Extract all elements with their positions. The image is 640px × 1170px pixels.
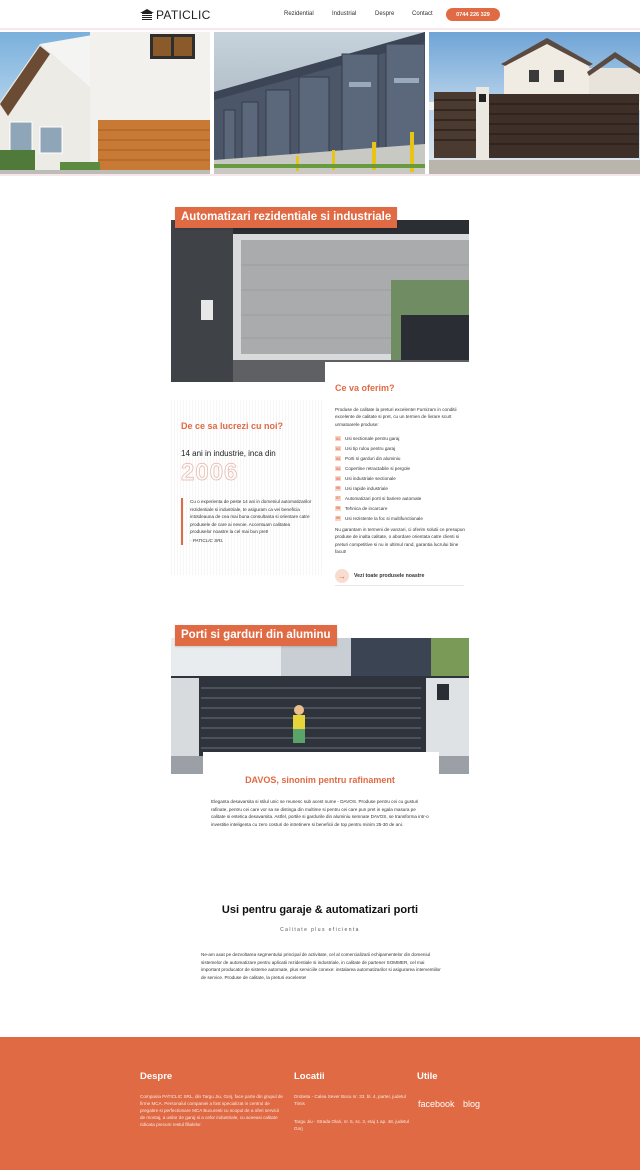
hero-photo-industrial-doors <box>214 32 425 174</box>
footer-location-targu-jiu: Targu Jiu - Strada Olari, nr. 5, sc. 3, etaj 1 ap. 48, judetul Gorj <box>294 1119 409 1131</box>
list-item: 04 Copertine retractabile si pergole <box>336 466 411 472</box>
founded-year: 2006 <box>181 459 239 486</box>
list-item: 03 Porti si garduri din aluminiu <box>336 456 401 462</box>
industrial-building-illustration <box>214 32 425 174</box>
footer-locations-title: Locatii <box>294 1071 325 1082</box>
facebook-link[interactable]: facebook <box>418 1099 455 1109</box>
offer-title: Ce va oferim? <box>335 383 395 393</box>
nav-despre[interactable]: Despre <box>375 11 395 17</box>
why-us-title: De ce sa lucrezi cu noi? <box>181 421 284 431</box>
list-item: 09 Usi rezistente la foc si multifunctionale <box>336 515 423 521</box>
footer-useful-title: Utile <box>417 1071 438 1082</box>
offer-header-box <box>325 362 469 402</box>
garage-door-photo <box>171 220 469 382</box>
quote-signature: - PATICLIC SRL <box>190 537 224 543</box>
footer-about-title: Despre <box>140 1071 173 1082</box>
usi-section-subtitle: Calitate plus eficienta <box>280 927 360 933</box>
blog-link[interactable]: blog <box>463 1099 481 1109</box>
offer-outro: Nu garantam in termeni de vanzari, ci oferim solutii ce presupun produse de inalta calitate, o abordare orientata catre clienti si preturi competitive si nu in ultimul rand, garantia lucrului bine facut! <box>335 527 465 555</box>
footer-location-drobeta: Drobeta - Calea Sever Bocu nr. 33, bl. 4, parter, judetul Timis <box>294 1094 406 1106</box>
hero-bottom-border <box>0 174 640 176</box>
list-item: 05 Usi industriale sectionale <box>336 476 396 481</box>
site-header <box>0 0 640 30</box>
view-all-products-link[interactable] <box>335 569 424 583</box>
years-label: 14 ani in industrie, inca din <box>181 449 276 458</box>
arrow-right-icon: → <box>335 569 349 583</box>
list-item: 01 Usi sectionale pentru garaj <box>336 436 400 442</box>
logo[interactable] <box>140 7 211 23</box>
section-title-automatizari: Automatizari rezidentiale si industriale <box>175 207 397 228</box>
open-garage-illustration <box>171 220 469 382</box>
house-garage-illustration <box>0 32 210 174</box>
usi-section-title: Usi pentru garaje & automatizari porti <box>221 904 419 916</box>
nav-rezidential[interactable]: Rezidential <box>284 11 314 17</box>
divider <box>335 585 464 586</box>
garage-logo-icon <box>140 9 154 21</box>
gate-house-illustration <box>429 32 640 174</box>
davos-text: Eleganta desavarsita si stilul unic se reunesc sub acest nume - DAVOS. Produse pentru cei cu gusturi rafinate, pentru cei care vor sa se distinga din multime si pentru cei care pun pret in egala masura pe calitate si estetica desavarsita. Astfel, portile si gardurile din aluminiu semnate DAVOS, se transforma intr-o investitie inteligenta cu zero costuri de intretinere si beneficii de top pentru minim 25-30 de ani. <box>211 799 429 827</box>
nav-contact[interactable]: Contact <box>412 11 433 17</box>
list-item: 06 Usi rapide industriale <box>336 485 388 491</box>
quote-text: Cu o experienta de peste 14 ani in domeniul automatizarilor rezidentiale si industriale, te asiguram ca vei beneficia intotdeauna de cea mai buna consultanta si orientare catre produsele de care ai nevoie. Accentuam calitatea produselor noastre la cel mai bun pret! <box>190 499 312 535</box>
list-item: 07 Automatizari porti si bariere automate <box>336 495 422 501</box>
brand-name: PATICLIC <box>156 8 211 22</box>
list-item: 02 Usi tip rulou pentru garaj <box>336 446 396 452</box>
phone-button[interactable]: 0744 226 329 <box>446 8 500 21</box>
footer-about-text: Compania PATICLIC SRL, din Targu Jiu, Gorj, face parte din grupul de firme MCA. Personalul companiei a fost specializat in centrul de pregatire si perfectionare MCA Bucuresti cu scopul de a oferi servicii de montaj, a usilor de garaj si a celor industriale, cu aceeasi calitate ridicata precum restul filialelor. <box>140 1094 283 1127</box>
view-all-label: Vezi toate produsele noastre <box>354 573 425 579</box>
hero-photo-aluminum-gate <box>429 32 640 174</box>
usi-section-text: Ne-am axat pe dezvoltarea segmentului principal de activitate, cel al comercializarii echipamentelor din domeniul sistemelor de automatizare pentru aplicatii rezidentiale si industriale, in calitate de partener SOMMER, cel mai important producator de sisteme automate, plus serviciile conexe: instalarea automatizarilor si asigurarea interventiilor de service. Produse de calitate, la preturi excelente! <box>201 952 441 980</box>
list-item: 08 Tehnica de incarcare <box>336 505 388 511</box>
hero-photo-house-garage <box>0 32 210 174</box>
offer-intro: Produse de calitate la preturi excelente! Furnizam in conditii excelente de calitate si pret, cu un termen de livrare scurt urmatoarele produse: <box>335 407 457 427</box>
davos-title: DAVOS, sinonim pentru rafinament <box>245 775 395 785</box>
offer-list <box>335 434 463 523</box>
why-us-quote <box>181 498 313 545</box>
section-title-porti: Porti si garduri din aluminu <box>175 625 337 646</box>
nav-industrial[interactable]: Industrial <box>332 11 357 17</box>
why-us-card <box>171 400 323 575</box>
